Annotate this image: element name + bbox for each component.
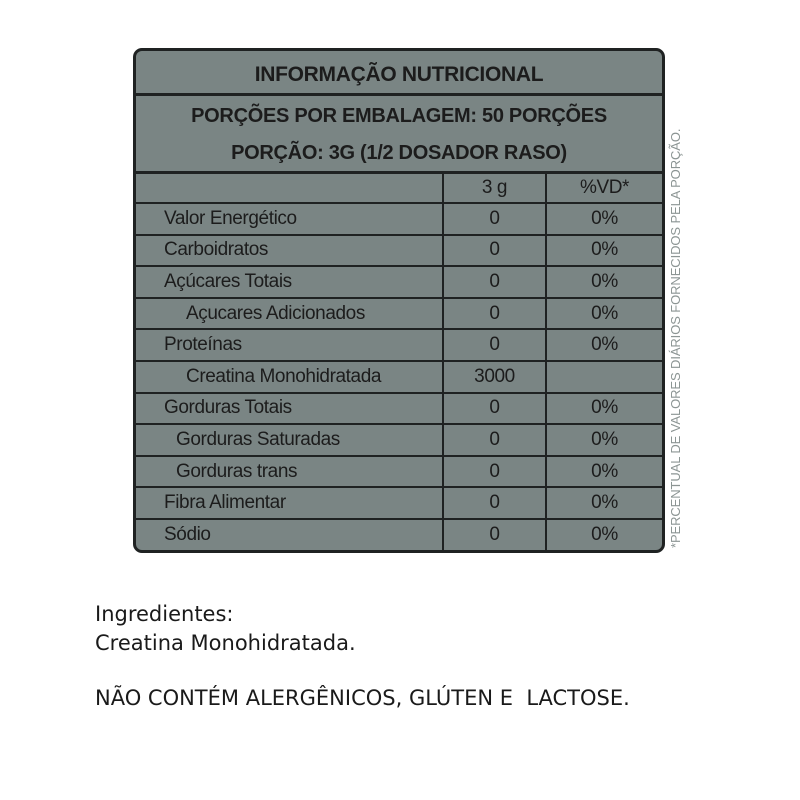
nutrient-amount: 0 — [443, 487, 546, 519]
nutrient-daily-value: 0% — [546, 456, 662, 488]
nutrient-daily-value: 0% — [546, 519, 662, 550]
nutrient-amount: 0 — [443, 424, 546, 456]
column-header-daily-value: %VD* — [546, 174, 662, 203]
nutrient-row — [136, 393, 662, 425]
nutrient-daily-value: 0% — [546, 329, 662, 361]
nutrient-daily-value: 0% — [546, 203, 662, 235]
nutrient-table — [136, 174, 662, 550]
serving-size: PORÇÃO: 3G (1/2 DOSADOR RASO) — [231, 142, 567, 164]
nutrient-name: Proteínas — [136, 329, 443, 361]
nutrient-name: Gorduras trans — [136, 456, 443, 488]
nutrient-row — [136, 266, 662, 298]
nutrient-amount: 0 — [443, 298, 546, 330]
nutrient-amount: 3000 — [443, 361, 546, 393]
nutrient-name: Creatina Monohidratada — [136, 361, 443, 393]
nutrient-row — [136, 298, 662, 330]
column-header-amount: 3 g — [443, 174, 546, 203]
nutrient-name: Açúcares Totais — [136, 266, 443, 298]
nutrient-amount: 0 — [443, 235, 546, 267]
ingredients-text: Creatina Monohidratada. — [95, 631, 356, 655]
nutrient-name: Gorduras Totais — [136, 393, 443, 425]
nutrient-row — [136, 203, 662, 235]
nutrient-name: Carboidratos — [136, 235, 443, 267]
nutrient-name: Fibra Alimentar — [136, 487, 443, 519]
nutrient-row — [136, 361, 662, 393]
nutrient-daily-value: 0% — [546, 487, 662, 519]
nutrient-daily-value: 0% — [546, 393, 662, 425]
nutrient-row — [136, 329, 662, 361]
nutrient-name: Gorduras Saturadas — [136, 424, 443, 456]
ingredients-section — [95, 600, 356, 658]
nutrient-row — [136, 235, 662, 267]
column-header-row — [136, 174, 662, 203]
ingredients-heading: Ingredientes: — [95, 602, 234, 626]
nutrient-daily-value: 0% — [546, 424, 662, 456]
nutrient-amount: 0 — [443, 203, 546, 235]
nutrient-daily-value: 0% — [546, 298, 662, 330]
serving-info — [136, 97, 662, 174]
nutrient-daily-value: 0% — [546, 235, 662, 267]
nutrient-row — [136, 456, 662, 488]
servings-per-package: PORÇÕES POR EMBALAGEM: 50 PORÇÕES — [191, 105, 607, 127]
nutrient-daily-value — [546, 361, 662, 393]
nutrient-amount: 0 — [443, 393, 546, 425]
nutrient-row — [136, 487, 662, 519]
nutrient-row — [136, 519, 662, 550]
nutrient-row — [136, 424, 662, 456]
column-header-nutrient — [136, 174, 443, 203]
nutrient-amount: 0 — [443, 329, 546, 361]
nutrient-amount: 0 — [443, 519, 546, 550]
nutrient-name: Sódio — [136, 519, 443, 550]
nutrition-facts-label — [133, 48, 665, 553]
nutrient-amount: 0 — [443, 266, 546, 298]
nutrient-amount: 0 — [443, 456, 546, 488]
nutrient-name: Valor Energético — [136, 203, 443, 235]
label-title: INFORMAÇÃO NUTRICIONAL — [136, 51, 662, 96]
nutrient-name: Açucares Adicionados — [136, 298, 443, 330]
nutrient-daily-value: 0% — [546, 266, 662, 298]
daily-value-footnote: *PERCENTUAL DE VALORES DIÁRIOS FORNECIDOS PELA PORÇÃO. — [668, 128, 683, 548]
allergen-notice: NÃO CONTÉM ALERGÊNICOS, GLÚTEN E LACTOSE. — [95, 686, 630, 710]
